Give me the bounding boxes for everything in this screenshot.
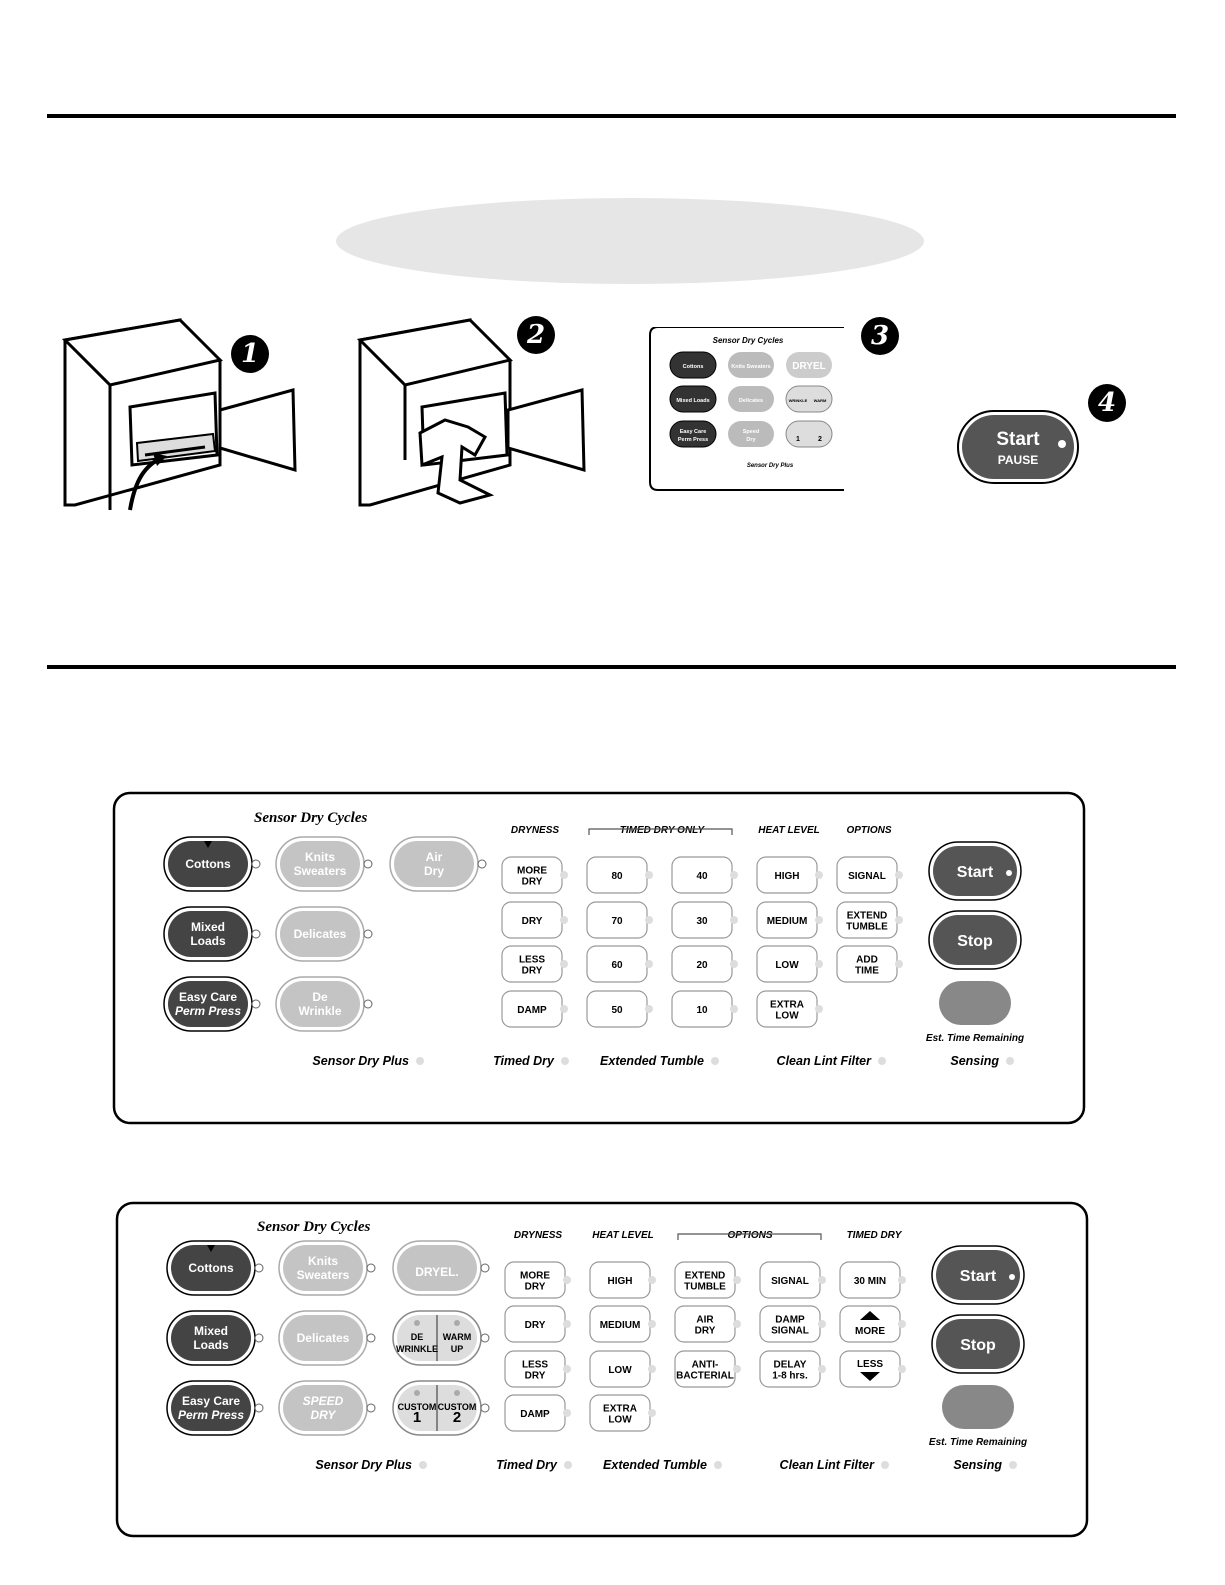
heat-key[interactable] (590, 1395, 656, 1431)
label: SIGNAL (771, 1276, 809, 1287)
label: DRY (524, 1370, 546, 1382)
start-pause-button[interactable] (929, 842, 1021, 900)
start-label: Start (996, 429, 1040, 450)
indicator-light (648, 1276, 656, 1284)
mini-dry: Dry (746, 437, 756, 443)
dryness-key[interactable] (502, 902, 568, 938)
indicator-light (252, 1000, 260, 1008)
label: 70 (611, 916, 623, 927)
status-label: Clean Lint Filter (776, 1054, 871, 1068)
indicator-light (733, 1365, 741, 1373)
status-label: Sensing (950, 1054, 999, 1068)
label: Perm Press (177, 1408, 245, 1422)
mini-delicates: Delicates (738, 398, 764, 404)
est-time-label: Est. Time Remaining (928, 1437, 1028, 1448)
indicator-light (255, 1334, 263, 1342)
label: SIGNAL (771, 1325, 809, 1337)
panel1-title: Sensor Dry Cycles (254, 810, 368, 826)
indicator-light (563, 1409, 571, 1417)
pause-label: PAUSE (997, 453, 1039, 467)
status-light (419, 1461, 427, 1469)
status-light (881, 1461, 889, 1469)
indicator-light (895, 960, 903, 968)
heat-key[interactable] (590, 1306, 656, 1342)
dryness-header: DRYNESS (513, 1230, 563, 1241)
label: DAMP (775, 1314, 805, 1326)
label: 60 (611, 960, 623, 971)
heat-level-header: HEAT LEVEL (758, 825, 820, 836)
heat-key[interactable] (757, 991, 823, 1027)
status-light (561, 1057, 569, 1065)
label: Perm Press (174, 1004, 242, 1018)
timed-key[interactable] (587, 991, 653, 1027)
label: WARM (442, 1332, 472, 1342)
label: WRINKLE (396, 1344, 438, 1354)
indicator-light (898, 1276, 906, 1284)
timed-key[interactable] (672, 857, 738, 893)
indicator-light (364, 930, 372, 938)
label: 2 (452, 1409, 462, 1426)
mini-control-panel (648, 327, 844, 497)
timed-more-key[interactable] (840, 1306, 906, 1342)
indicator-light (648, 1365, 656, 1373)
label: Dry (423, 864, 445, 878)
mini-permpress: Perm Press (677, 437, 709, 443)
label: DELAY (773, 1359, 807, 1371)
indicator-light (818, 1320, 826, 1328)
heat-key[interactable] (757, 902, 823, 938)
status-label: Sensor Dry Plus (315, 1458, 412, 1472)
indicator-light (895, 916, 903, 924)
indicator-light (898, 1365, 906, 1373)
label: AIR (696, 1314, 714, 1326)
option-key[interactable] (675, 1306, 741, 1342)
control-panel-2 (115, 1201, 1091, 1541)
label: Loads (190, 934, 226, 948)
start-pause-illustration (955, 408, 1085, 488)
label: MEDIUM (766, 916, 808, 927)
status-label: Clean Lint Filter (779, 1458, 874, 1472)
option-key[interactable] (760, 1306, 826, 1342)
indicator-light (815, 871, 823, 879)
label: CUSTOM (437, 1402, 477, 1412)
option-key[interactable] (837, 902, 903, 938)
indicator-light (560, 916, 568, 924)
timed-key[interactable] (672, 902, 738, 938)
middle-rule (47, 665, 1176, 669)
indicator-light (367, 1334, 375, 1342)
label: LOW (608, 1365, 632, 1376)
label: Easy Care (181, 1394, 241, 1408)
label: TUMBLE (846, 921, 888, 933)
indicator-light (815, 916, 823, 924)
indicator-light (818, 1276, 826, 1284)
label: EXTEND (846, 910, 888, 922)
indicator-light (367, 1404, 375, 1412)
status-light (1009, 1461, 1017, 1469)
step-number-2: 2 (517, 316, 555, 354)
timed-less-key[interactable] (840, 1351, 906, 1387)
label: MORE (520, 1270, 550, 1282)
indicator-light (478, 860, 486, 868)
indicator-light (367, 1264, 375, 1272)
heat-key[interactable] (590, 1262, 656, 1298)
label: Delicates (296, 1331, 350, 1345)
label: Mixed (193, 1324, 229, 1338)
indicator-light (563, 1320, 571, 1328)
button-label: Stop (957, 933, 993, 950)
indicator-light (648, 1409, 656, 1417)
indicator-light (645, 1005, 653, 1013)
label: BACTERIAL (676, 1370, 734, 1382)
label: 1-8 hrs. (772, 1370, 808, 1382)
timed-key[interactable] (587, 902, 653, 938)
label: 10 (696, 1005, 708, 1016)
label: DRY (694, 1325, 716, 1337)
label: ADD (856, 954, 878, 966)
label: 80 (611, 871, 623, 882)
timed-dry-header: TIMED DRY (846, 1230, 902, 1241)
label: DRY (521, 876, 543, 888)
heat-level-header: HEAT LEVEL (592, 1230, 654, 1241)
mini-cottons: Cottons (682, 364, 704, 370)
label: LOW (608, 1414, 632, 1426)
mini-mixed: Mixed Loads (676, 398, 710, 404)
indicator-light (733, 1276, 741, 1284)
label: MORE (855, 1326, 885, 1337)
indicator-light (560, 960, 568, 968)
indicator-light (815, 960, 823, 968)
options-header: OPTIONS (846, 825, 892, 836)
mini-custom2: 2 (818, 436, 822, 443)
label: DAMP (520, 1409, 550, 1420)
timed-key[interactable] (587, 946, 653, 982)
label: LESS (518, 954, 546, 966)
label: SPEED (302, 1394, 344, 1408)
label: EXTRA (603, 1403, 637, 1415)
label: LOW (775, 960, 799, 971)
indicator-light (730, 916, 738, 924)
label: Air (425, 850, 443, 864)
label: 50 (611, 1005, 623, 1016)
section-banner (336, 198, 924, 284)
timed-key[interactable] (672, 946, 738, 982)
status-light (1006, 1057, 1014, 1065)
label: 40 (696, 871, 708, 882)
label: LESS (521, 1359, 549, 1371)
mini-custom1: 1 (796, 436, 800, 443)
indicator-light (364, 1000, 372, 1008)
mini-speed: Speed (742, 429, 760, 435)
indicator-light (730, 871, 738, 879)
label: CUSTOM (397, 1402, 437, 1412)
dryness-key[interactable] (505, 1306, 571, 1342)
label: De (312, 990, 328, 1004)
label: Sweaters (293, 864, 347, 878)
option-key[interactable] (675, 1351, 741, 1387)
label: 30 MIN (853, 1276, 887, 1287)
step-number-1: 1 (231, 335, 269, 373)
panel2-title: Sensor Dry Cycles (257, 1219, 371, 1235)
option-key[interactable] (760, 1262, 826, 1298)
indicator-light (255, 1404, 263, 1412)
option-key[interactable] (760, 1351, 826, 1387)
dryer-illustration-2 (350, 315, 600, 520)
stop-button[interactable] (932, 1315, 1024, 1373)
indicator-light (563, 1365, 571, 1373)
label: 20 (696, 960, 708, 971)
dryness-key[interactable] (502, 857, 568, 893)
label: MORE (517, 865, 547, 877)
label: DRY (521, 916, 543, 927)
indicator-light (648, 1320, 656, 1328)
heat-key[interactable] (590, 1351, 656, 1387)
label: TUMBLE (684, 1281, 726, 1293)
indicator-light (898, 1320, 906, 1328)
status-label: Sensor Dry Plus (312, 1054, 409, 1068)
indicator-light (481, 1264, 489, 1272)
label: DRY (310, 1408, 336, 1422)
status-label: Timed Dry (493, 1054, 554, 1068)
dryness-key[interactable] (502, 946, 568, 982)
dryness-key[interactable] (505, 1395, 571, 1431)
mini-easycare: Easy Care (679, 429, 707, 435)
label: Knits (308, 1254, 338, 1268)
mini-dewrinkle: WRINKLE (788, 398, 808, 403)
label: MEDIUM (599, 1320, 641, 1331)
label: SIGNAL (848, 871, 886, 882)
mini-footer: Sensor Dry Plus (746, 463, 794, 469)
top-rule (47, 114, 1176, 118)
option-key[interactable] (837, 946, 903, 982)
indicator-light (252, 860, 260, 868)
status-light (564, 1461, 572, 1469)
indicator-light (818, 1365, 826, 1373)
indicator-light (730, 1005, 738, 1013)
indicator-light (895, 871, 903, 879)
status-light (711, 1057, 719, 1065)
label: EXTEND (684, 1270, 726, 1282)
status-label: Sensing (953, 1458, 1002, 1472)
status-label: Timed Dry (496, 1458, 557, 1472)
timed-key[interactable] (672, 991, 738, 1027)
label: LOW (775, 1010, 799, 1022)
label: HIGH (607, 1276, 633, 1287)
mini-warmup: WARM (813, 398, 827, 403)
step-number-4: 4 (1088, 384, 1126, 422)
label: Knits (305, 850, 335, 864)
dryness-key[interactable] (505, 1262, 571, 1298)
timed-30min-key[interactable] (840, 1262, 906, 1298)
label: HIGH (774, 871, 800, 882)
start-pause-button[interactable] (932, 1246, 1024, 1304)
label: ANTI- (691, 1359, 719, 1371)
status-label: Extended Tumble (603, 1458, 707, 1472)
label: TIME (855, 965, 879, 977)
indicator-light (255, 1264, 263, 1272)
mini-dryel: DRYEL (792, 361, 826, 372)
label: Wrinkle (298, 1004, 342, 1018)
label: UP (450, 1344, 464, 1354)
label: LESS (856, 1359, 884, 1370)
label: DRY (521, 965, 543, 977)
label: Cottons (185, 857, 231, 871)
option-key[interactable] (675, 1262, 741, 1298)
indicator-light (815, 1005, 823, 1013)
label: 30 (696, 916, 708, 927)
label: Easy Care (178, 990, 238, 1004)
stop-button[interactable] (929, 911, 1021, 969)
indicator-light (563, 1276, 571, 1284)
label: DE (410, 1332, 424, 1342)
indicator-light (252, 930, 260, 938)
button-label: Stop (960, 1337, 996, 1354)
mini-panel-title: Sensor Dry Cycles (712, 336, 784, 345)
step-number-3: 3 (861, 317, 899, 355)
dryness-key[interactable] (505, 1351, 571, 1387)
status-label: Extended Tumble (600, 1054, 704, 1068)
button-label: Start (956, 864, 994, 881)
indicator-light (645, 916, 653, 924)
label: DRYEL. (415, 1265, 459, 1279)
label: EXTRA (770, 999, 804, 1011)
status-light (878, 1057, 886, 1065)
label: Delicates (293, 927, 347, 941)
label: DRY (524, 1320, 546, 1331)
indicator-light (733, 1320, 741, 1328)
control-panel-1 (112, 791, 1088, 1126)
label: DAMP (517, 1005, 547, 1016)
options-header: OPTIONS (727, 1230, 773, 1241)
heat-key[interactable] (757, 946, 823, 982)
option-key[interactable] (837, 857, 903, 893)
est-time-label: Est. Time Remaining (925, 1033, 1025, 1044)
label: Mixed (190, 920, 226, 934)
timed-dry-only-header: TIMED DRY ONLY (619, 825, 705, 836)
dryer-illustration-1 (55, 315, 315, 520)
heat-key[interactable] (757, 857, 823, 893)
mini-knits: Knits Sweaters (731, 364, 771, 370)
label: Loads (193, 1338, 229, 1352)
label: 1 (412, 1409, 422, 1426)
indicator-light (730, 960, 738, 968)
label: Sweaters (296, 1268, 350, 1282)
indicator-light (560, 1005, 568, 1013)
label: Cottons (188, 1261, 234, 1275)
dryness-header: DRYNESS (510, 825, 560, 836)
button-label: Start (959, 1268, 997, 1285)
status-light (416, 1057, 424, 1065)
status-light (714, 1461, 722, 1469)
dryness-key[interactable] (502, 991, 568, 1027)
timed-key[interactable] (587, 857, 653, 893)
indicator-light (645, 960, 653, 968)
indicator-light (560, 871, 568, 879)
label: DRY (524, 1281, 546, 1293)
indicator-light (645, 871, 653, 879)
indicator-light (364, 860, 372, 868)
